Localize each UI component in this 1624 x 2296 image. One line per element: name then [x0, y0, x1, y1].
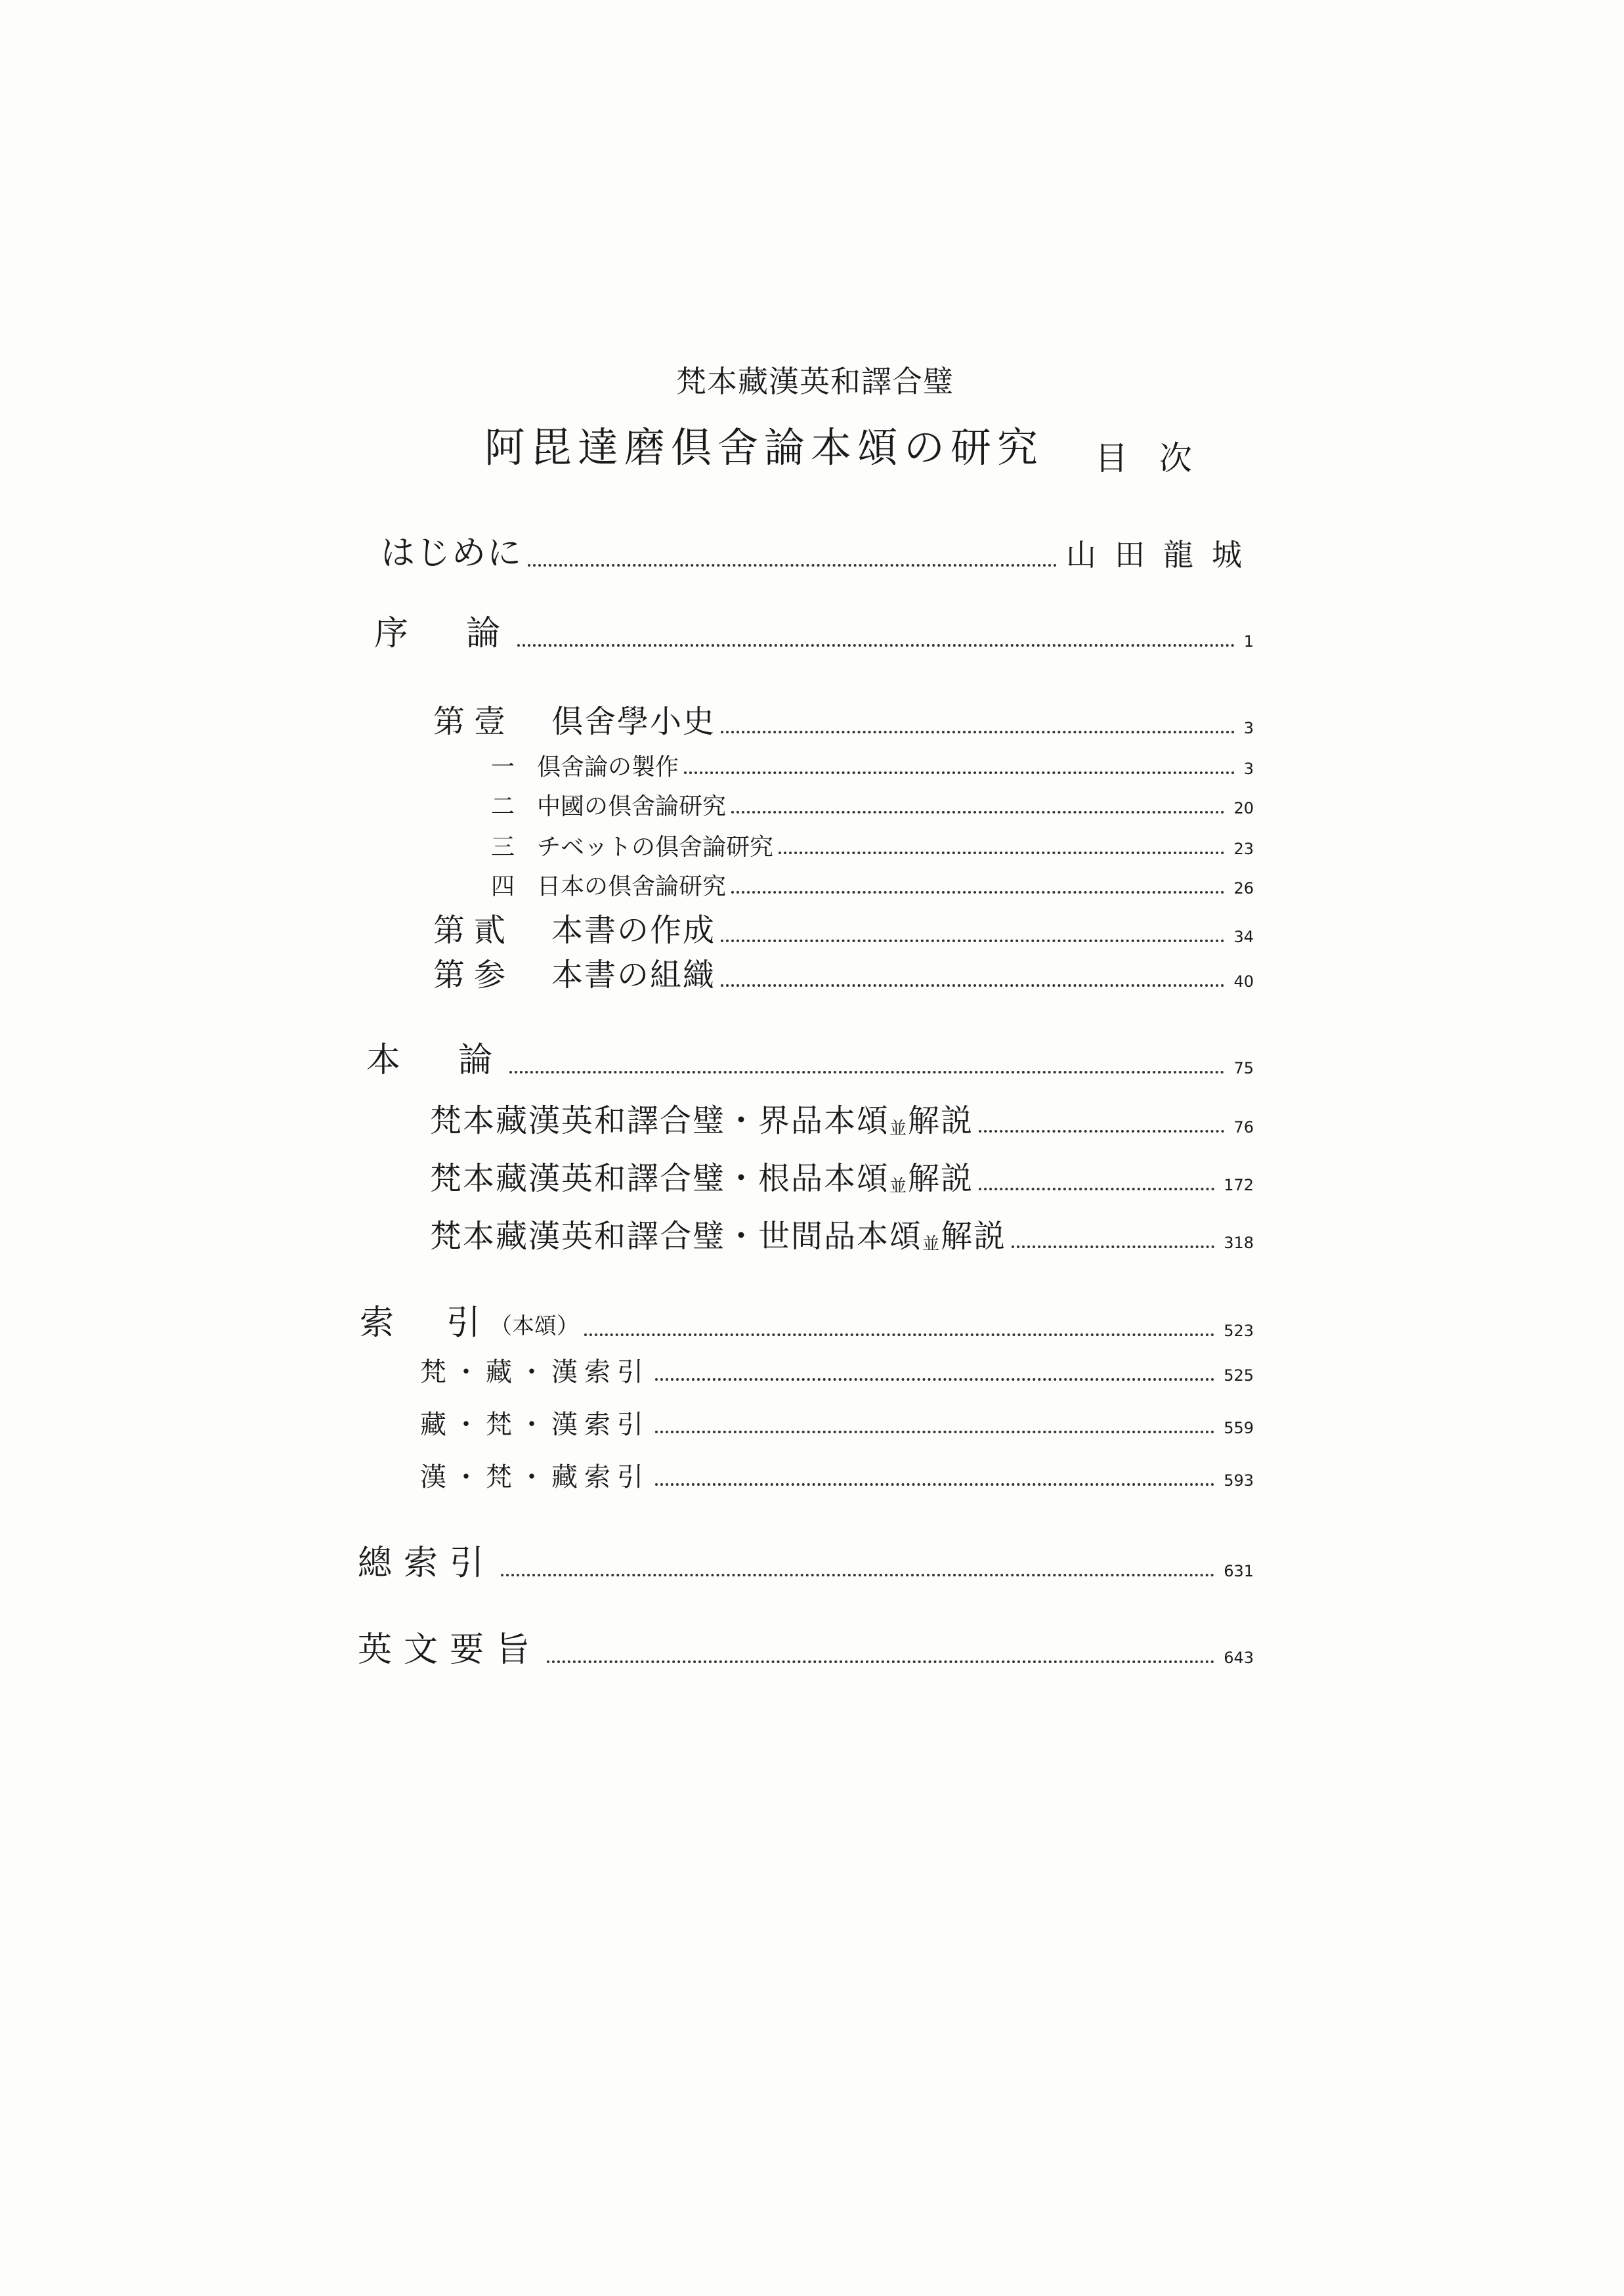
toc-page-number: 631: [1224, 1562, 1254, 1580]
toc-entry-label: [430, 1095, 973, 1140]
item-number: 四: [491, 873, 515, 900]
toc-entry-sou-sakuin[interactable]: [358, 1535, 1254, 1584]
item-title-small: 並: [922, 1234, 941, 1254]
dot-leader: [501, 1574, 1214, 1576]
toc-entry-section-3[interactable]: [433, 949, 1254, 995]
toc-entry-label: [433, 905, 716, 950]
dot-leader: [655, 1431, 1214, 1433]
toc-page-number: 523: [1224, 1322, 1254, 1340]
section-title: 本書の作成: [551, 912, 716, 949]
section-number: 第参: [433, 957, 515, 993]
toc-entry-sakuin-1[interactable]: [420, 1351, 1254, 1389]
toc-page-number: 34: [1233, 928, 1254, 946]
dot-leader: [547, 1660, 1214, 1663]
toc-entry-label: 本 論: [366, 1041, 505, 1080]
toc-entry-intro[interactable]: [381, 525, 1260, 574]
toc-entry-label: [430, 1153, 973, 1198]
item-title-small: 並: [889, 1177, 908, 1196]
toc-entry-honron-1[interactable]: [430, 1095, 1254, 1140]
item-title-suffix: 解説: [941, 1218, 1007, 1255]
dot-leader: [721, 984, 1224, 987]
toc-page-number: 1: [1243, 632, 1254, 651]
dot-leader: [655, 1378, 1214, 1381]
dot-leader: [731, 811, 1224, 813]
toc-page-number: 3: [1243, 760, 1254, 778]
toc-entry-label: 英文要旨: [358, 1630, 542, 1670]
dot-leader: [721, 731, 1235, 733]
dot-leader: [655, 1483, 1214, 1486]
book-subtitle: 梵本藏漢英和譯合璧: [676, 364, 954, 399]
toc-entry-honron-3[interactable]: [430, 1211, 1254, 1256]
dot-leader: [979, 1130, 1224, 1133]
toc-entry-label: [430, 1211, 1006, 1256]
book-title: 阿毘達磨倶舍論本頌の研究: [484, 423, 1044, 471]
toc-entry-honron-2[interactable]: [430, 1153, 1254, 1198]
toc-page-number: 593: [1224, 1471, 1254, 1490]
dot-leader: [684, 771, 1235, 774]
toc-entry-sakuin[interactable]: [360, 1295, 1254, 1344]
section-number: 第貳: [433, 912, 515, 949]
dot-leader: [731, 891, 1224, 894]
section-title: 本書の組織: [551, 957, 716, 993]
item-title-suffix: 解説: [908, 1160, 974, 1197]
toc-entry-joron[interactable]: [374, 605, 1254, 655]
toc-entry-label: 序 論: [374, 614, 513, 653]
item-title: 梵本藏漢英和譯合璧・界品本頌: [430, 1102, 890, 1139]
item-title: チベットの倶舍論研究: [537, 834, 774, 861]
toc-entry-label: [433, 696, 716, 741]
toc-entry-eibun[interactable]: [358, 1622, 1254, 1671]
toc-page-number: 75: [1233, 1059, 1254, 1077]
toc-entry-item-1-2[interactable]: [491, 788, 1254, 821]
toc-page-number: 23: [1233, 840, 1254, 858]
toc-page-number: 172: [1224, 1176, 1254, 1194]
toc-entry-author: 山田龍城: [1066, 537, 1260, 573]
toc-page-number: 76: [1233, 1118, 1254, 1137]
toc-page-number: 3: [1243, 719, 1254, 737]
toc-page-number: 40: [1233, 972, 1254, 991]
toc-entry-label: [491, 868, 726, 901]
toc-entry-label: はじめに: [381, 534, 523, 573]
toc-entry-item-1-4[interactable]: [491, 868, 1254, 901]
toc-entry-label: 梵・藏・漢索引: [420, 1357, 650, 1387]
toc-entry-section-2[interactable]: [433, 905, 1254, 950]
item-title: 中國の倶舍論研究: [537, 793, 727, 820]
item-title-suffix: 解説: [908, 1102, 974, 1139]
dot-leader: [979, 1188, 1214, 1190]
section-title: 倶舍學小史: [551, 703, 716, 740]
toc-page-number: 525: [1224, 1366, 1254, 1385]
item-title: 日本の倶舍論研究: [537, 873, 727, 900]
toc-entry-label: [491, 829, 773, 862]
toc-page-number: 559: [1224, 1419, 1254, 1437]
toc-page-number: 26: [1233, 879, 1254, 898]
toc-page-number: 643: [1224, 1649, 1254, 1667]
toc-entry-label: [433, 949, 716, 995]
toc-entry-sakuin-3[interactable]: [420, 1456, 1254, 1494]
toc-entry-section-1[interactable]: [433, 696, 1254, 741]
toc-entry-sakuin-2[interactable]: [420, 1404, 1254, 1441]
toc-entry-label: 總索引: [358, 1544, 496, 1583]
toc-entry-item-1-1[interactable]: [491, 748, 1254, 782]
toc-entry-label: [491, 748, 679, 782]
toc-page-number: 20: [1233, 799, 1254, 817]
dot-leader: [1012, 1245, 1214, 1248]
toc-entry-note: （本頌）: [490, 1313, 580, 1339]
dot-leader: [528, 564, 1057, 567]
toc-entry-label: 藏・梵・漢索引: [420, 1410, 650, 1440]
item-title-small: 並: [889, 1119, 908, 1138]
toc-entry-label: 索 引: [360, 1303, 490, 1343]
toc-entry-honron[interactable]: [366, 1032, 1254, 1081]
item-title: 倶舍論の製作: [537, 754, 679, 781]
toc-heading: 目 次: [1095, 439, 1203, 477]
item-number: 三: [491, 834, 515, 861]
toc-entry-label: [491, 788, 726, 821]
toc-entry-label: 漢・梵・藏索引: [420, 1462, 650, 1492]
item-title: 梵本藏漢英和譯合璧・根品本頌: [430, 1160, 890, 1197]
dot-leader: [721, 940, 1224, 942]
section-number: 第壹: [433, 703, 515, 740]
toc-entry-item-1-3[interactable]: [491, 829, 1254, 862]
item-number: 一: [491, 754, 515, 781]
toc-page-number: 318: [1224, 1234, 1254, 1252]
item-title: 梵本藏漢英和譯合璧・世間品本頌: [430, 1218, 923, 1255]
dot-leader: [509, 1071, 1224, 1073]
dot-leader: [584, 1333, 1214, 1336]
item-number: 二: [491, 793, 515, 820]
dot-leader: [779, 852, 1224, 854]
dot-leader: [517, 644, 1235, 647]
